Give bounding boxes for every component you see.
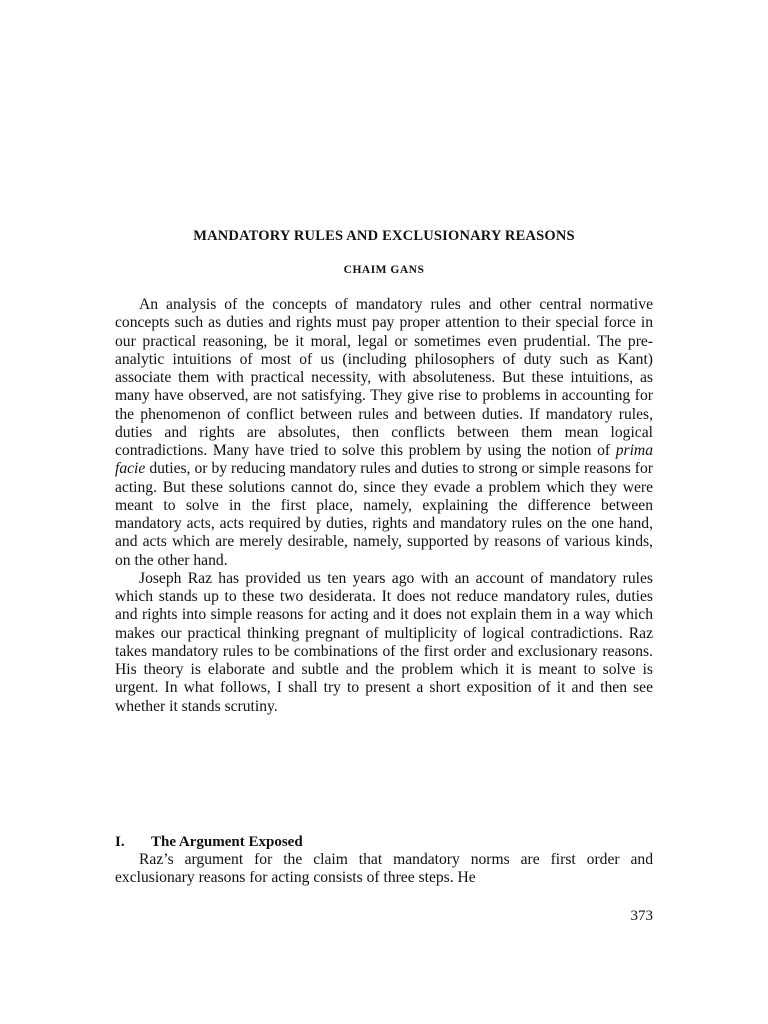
page-number: 373 bbox=[630, 908, 653, 924]
article-body bbox=[115, 296, 653, 716]
document-page bbox=[115, 0, 653, 1024]
section-body bbox=[115, 851, 653, 888]
paragraph-1-text-b: duties, or by reducing mandatory rules and duties to strong or simple reasons for acting. But these solutions cannot do, since they evade a problem which they were meant to solve in the first place, namely, explaining the difference between mandatory acts, acts required by duties, rights and mandatory rules on the one hand, and acts which are merely desirable, namely, supported by reasons of various kinds, on the other hand. bbox=[115, 460, 653, 569]
paragraph-1 bbox=[115, 296, 653, 570]
paragraph-1-text-a: An analysis of the concepts of mandatory rules and other central normative concepts such as duties and rights must pay proper attention to their special force in our practical reasoning, be it moral, legal or sometimes even prudential. The pre-analytic intuitions of most of us (including philosophers of duty such as Kant) associate them with practical necessity, with absoluteness. But these intuitions, as many have observed, are not satisfying. They give rise to problems in accounting for the phenomenon of conflict between rules and between duties. If mandatory rules, duties and rights are absolutes, then conflicts between them mean logical contradictions. Many have tried to solve this problem by using the notion of bbox=[115, 296, 653, 459]
paragraph-2: Joseph Raz has provided us ten years ago with an account of mandatory rules which stands up to these two desiderata. It does not reduce mandatory rules, duties and rights into simple reasons for acting and it does not explain them in a way which makes our practical thinking pregnant of multiplicity of logical contradictions. Raz takes mandatory rules to be combinations of the first order and exclusionary reasons. His theory is elaborate and subtle and the problem which it is meant to solve is urgent. In what follows, I shall try to present a short exposition of it and then see whether it stands scrutiny. bbox=[115, 569, 653, 715]
paragraph-3: Raz’s argument for the claim that mandatory norms are first order and exclusionary reasons for acting consists of three steps. He bbox=[115, 851, 653, 887]
article-title: MANDATORY RULES AND EXCLUSIONARY REASONS bbox=[193, 228, 575, 244]
section-heading bbox=[115, 834, 653, 851]
article-author: CHAIM GANS bbox=[343, 264, 425, 276]
section-number: I. bbox=[115, 834, 125, 850]
section-title: The Argument Exposed bbox=[151, 834, 303, 850]
paragraph-1-italic: prima facie bbox=[115, 442, 653, 478]
